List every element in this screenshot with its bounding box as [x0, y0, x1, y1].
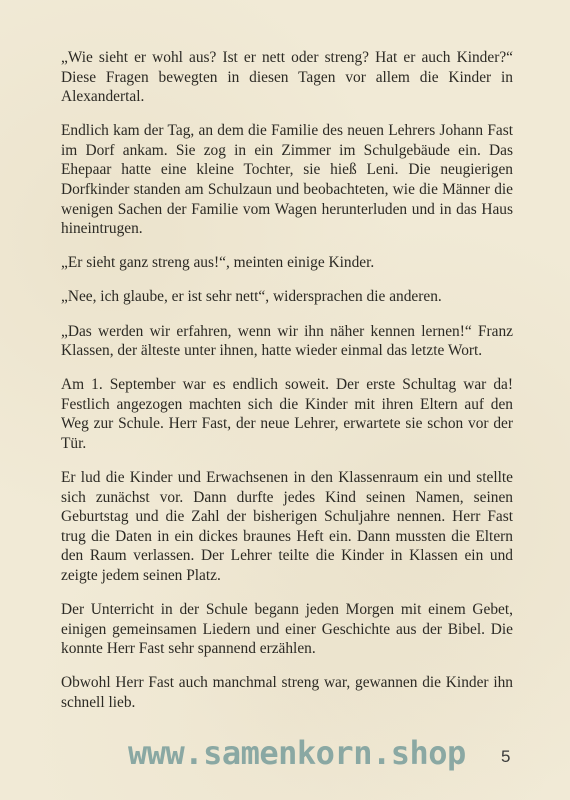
paragraph-9: Obwohl Herr Fast auch manchmal streng war, gewannen die Kinder ihn schnell lieb. [61, 674, 513, 712]
paragraph-8: Der Unterricht in der Schule begann jeden Morgen mit einem Gebet, einigen gemeinsamen Liedern und einer Geschichte aus der Bibel. Die konnte Herr Fast sehr spannend erzählen. [61, 601, 513, 658]
page-number: 5 [501, 747, 511, 766]
story-text [61, 48, 513, 727]
paragraph-6: Am 1. September war es endlich soweit. Der erste Schultag war da! Festlich angezogen machten sich die Kinder mit ihren Eltern auf den Weg zur Schule. Herr Fast, der neue Lehrer, erwartete sie schon vor der Tür. [61, 376, 513, 452]
paragraph-2: Endlich kam der Tag, an dem die Familie des neuen Lehrers Johann Fast im Dorf ankam. Sie zog in ein Zimmer im Schulgebäude ein. Das Ehepaar hatte eine kleine Tochter, sie hieß Leni. Die neugierigen Dorfkinder standen am Schulzaun und beobachteten, wie die Männer die wenigen Sachen der Familie vom Wagen herunterluden und in das Haus hineintrugen. [61, 122, 513, 238]
paragraph-1: „Wie sieht er wohl aus? Ist er nett oder streng? Hat er auch Kinder?“ Diese Fragen bewegten in diesen Tagen vor allem die Kinder in Alexandertal. [61, 49, 513, 106]
paragraph-3: „Er sieht ganz streng aus!“, meinten einige Kinder. [61, 254, 375, 272]
paragraph-7: Er lud die Kinder und Erwachsenen in den Klassenraum ein und stellte sich zunächst vor. Dann durfte jedes Kind seinen Namen, seinen Geburtstag und die Zahl der bisherigen Schuljahre nennen. Herr Fast trug die Daten in ein dickes braunes Heft ein. Dann mussten die Eltern den Raum verlassen. Der Lehrer teilte die Kinder in Klassen ein und zeigte jedem seinen Platz. [61, 469, 513, 585]
website-watermark: www.samenkorn.shop [128, 734, 466, 772]
paragraph-5: „Das werden wir erfahren, wenn wir ihn näher kennen lernen!“ Franz Klassen, der älteste unter ihnen, hatte wieder einmal das letzte Wort. [61, 322, 513, 360]
paragraph-4: „Nee, ich glaube, er ist sehr nett“, widersprachen die anderen. [61, 288, 442, 306]
